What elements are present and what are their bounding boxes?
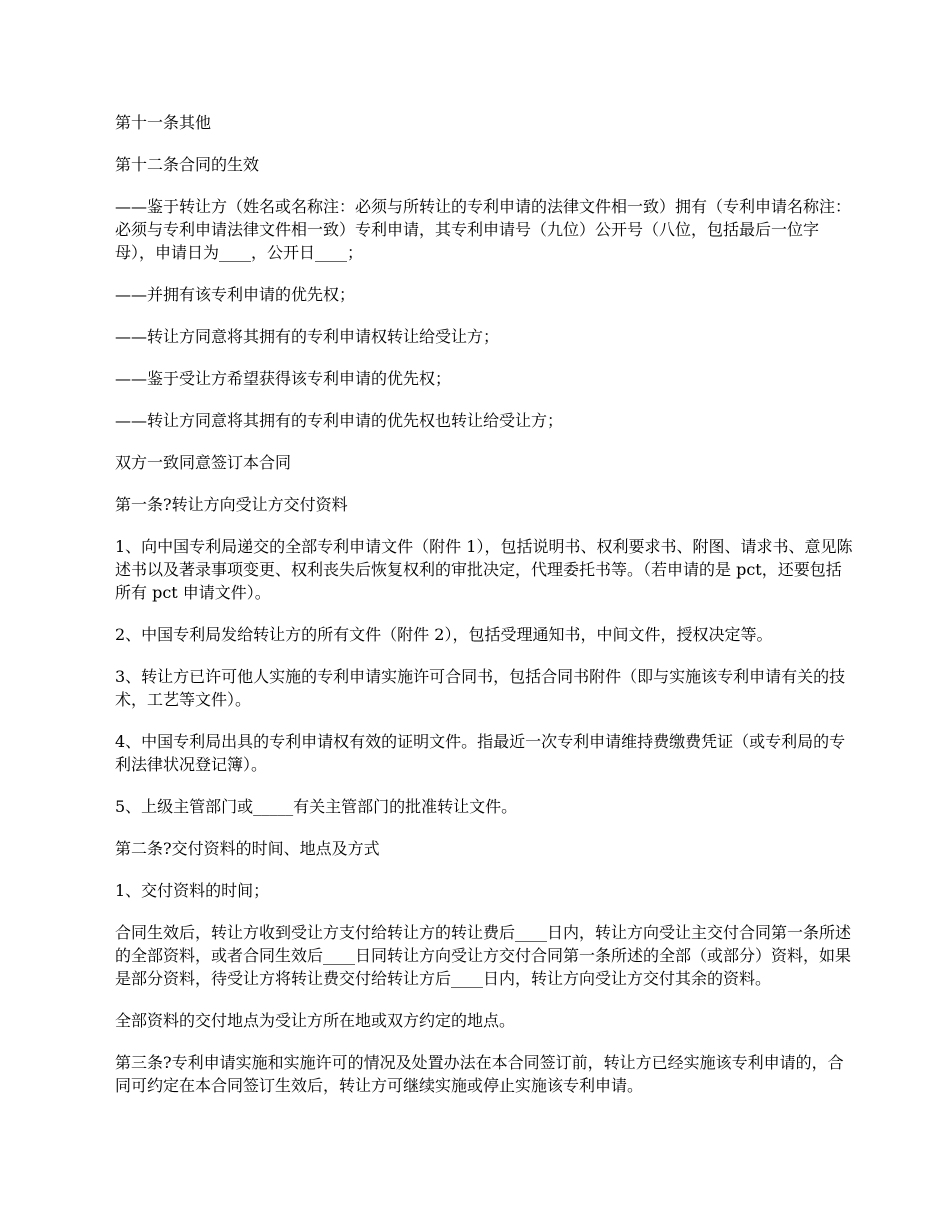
clause-paragraph: ——并拥有该专利申请的优先权；: [115, 285, 356, 304]
document-page: [115, 111, 855, 1116]
list-item: 2、中国专利局发给转让方的所有文件（附件 2），包括受理通知书，中间文件，授权决定等。: [115, 625, 773, 644]
article-heading: 第一条?转让方向受让方交付资料: [115, 495, 348, 514]
agreement-statement: 双方一致同意签订本合同: [115, 453, 292, 472]
list-item: 3、转让方已许可他人实施的专利申请实施许可合同书，包括合同书附件（即与实施该专利申请有关的技术，工艺等文件）。: [115, 667, 846, 709]
article-paragraph: 第三条?专利申请实施和实施许可的情况及处置办法在本合同签订前，转让方已经实施该专利申请的，合同可约定在本合同签订生效后，转让方可继续实施或停止实施该专利申请。: [115, 1053, 844, 1095]
clause-paragraph: 合同生效后，转让方收到受让方支付给转让方的转让费后____日内，转让方向受让主交付合同第一条所述的全部资料，或者合同生效后____日同转让方向受让方交付合同第一条所述的全部（或部分）资料，如果是部分资料，待受让方将转让费交付给转让方后____日内，转让方向受让方交付其余的资料。: [115, 923, 852, 988]
clause-paragraph: ——转让方同意将其拥有的专利申请的优先权也转让给受让方；: [115, 411, 564, 430]
list-item: 1、向中国专利局递交的全部专利申请文件（附件 1），包括说明书、权利要求书、附图、请求书、意见陈述书以及著录事项变更、权利丧失后恢复权利的审批决定，代理委托书等。（若申请的是 pct，还要包括所有 pct 申请文件）。: [115, 537, 853, 602]
clause-paragraph: ——鉴于转让方（姓名或名称注：必须与所转让的专利申请的法律文件相一致）拥有（专利申请名称注：必须与专利申请法律文件相一致）专利申请，其专利申请号（九位）公开号（八位，包括最后一位字母），申请日为____，公开日____；: [115, 197, 852, 262]
clause-paragraph: 全部资料的交付地点为受让方所在地或双方约定的地点。: [115, 1011, 516, 1030]
clause-paragraph: ——鉴于受让方希望获得该专利申请的优先权；: [115, 369, 452, 388]
article-heading: 第十二条合同的生效: [115, 155, 260, 174]
list-item: 5、上级主管部门或_____有关主管部门的批准转让文件。: [115, 797, 518, 816]
list-item: 4、中国专利局出具的专利申请权有效的证明文件。指最近一次专利申请维持费缴费凭证（或专利局的专利法律状况登记簿）。: [115, 732, 846, 774]
article-heading: 第二条?交付资料的时间、地点及方式: [115, 839, 380, 858]
list-item: 1、交付资料的时间；: [115, 881, 270, 900]
clause-paragraph: ——转让方同意将其拥有的专利申请权转让给受让方；: [115, 327, 500, 346]
article-heading: 第十一条其他: [115, 113, 212, 132]
